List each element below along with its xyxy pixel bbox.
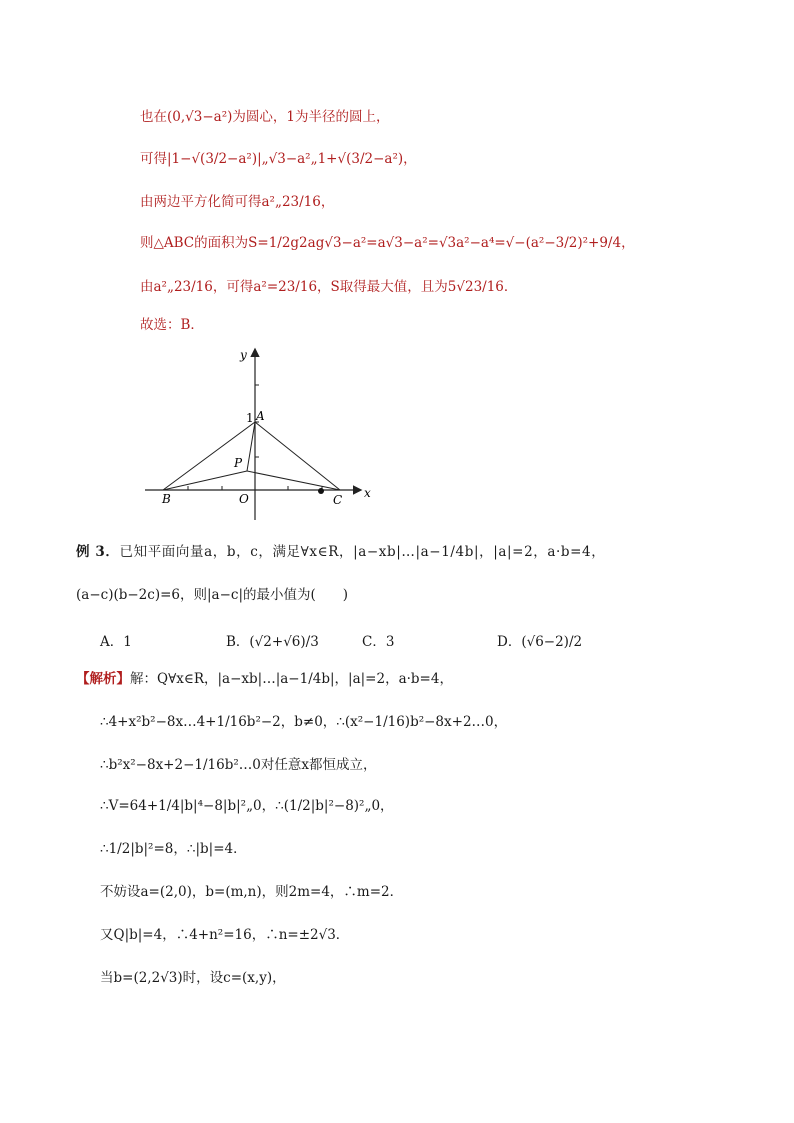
analysis-line-3: ∴b²x²−8x+2−1/16b²…0对任意x都恒成立， [100, 757, 377, 773]
option-b[interactable]: B．(√2+√6)/3 [226, 634, 319, 650]
label-one: 1 [246, 411, 254, 425]
label-a: A [256, 409, 265, 423]
analysis-line-1 [76, 670, 453, 688]
point-dot [318, 488, 324, 494]
solution-line-5: 由a²„23/16，可得a²=23/16，S取得最大值，且为5√23/16． [140, 279, 518, 295]
analysis-line-8: 当b=(2,2√3)时，设c=(x,y)， [100, 970, 286, 986]
label-p: P [234, 456, 243, 470]
analysis-line-4: ∴V=64+1/4|b|⁴−8|b|²„0，∴(1/2|b|²−8)²„0， [100, 798, 394, 814]
example-3-stem-1-text: 已知平面向量a，b，c，满足∀x∈R，|a−xb|…|a−1/4b|，|a|=2，a·b=4， [119, 544, 606, 560]
analysis-line-2: ∴4+x²b²−8x…4+1/16b²−2，b≠0，∴(x²−1/16)b²−8x+2…0， [100, 714, 508, 730]
x-axis-label: x [364, 486, 371, 500]
coordinate-figure [140, 345, 380, 525]
solution-line-4: 则△ABC的面积为S=1/2g2ag√3−a²=a√3−a²=√3a²−a⁴=√−(a²−3/2)²+9/4， [140, 235, 635, 251]
analysis-tag: 【解析】 [76, 671, 130, 687]
example-3-stem-1 [76, 543, 605, 561]
option-d[interactable]: D．(√6−2)/2 [497, 634, 583, 650]
option-c[interactable]: C．3 [362, 634, 395, 650]
example-3-title: 例 3． [76, 544, 120, 560]
analysis-line-6: 不妨设a=(2,0)，b=(m,n)，则2m=4，∴m=2． [100, 884, 404, 900]
solution-line-3: 由两边平方化简可得a²„23/16， [140, 194, 335, 210]
solution-line-6: 故选：B． [140, 317, 204, 333]
label-c: C [333, 493, 343, 507]
segment-pa [247, 422, 255, 471]
solution-line-1: 也在(0,√3−a²)为圆心，1为半径的圆上， [140, 109, 390, 125]
label-b: B [162, 492, 171, 506]
analysis-line-7: 又Q|b|=4，∴4+n²=16，∴n=±2√3． [100, 927, 350, 943]
y-axis-label: y [240, 348, 247, 362]
segment-ac [255, 422, 340, 490]
example-3-stem-2: (a−c)(b−2c)=6，则|a−c|的最小值为( ) [76, 587, 349, 603]
analysis-line-1-text: 解：Q∀x∈R，|a−xb|…|a−1/4b|，|a|=2，a·b=4， [130, 671, 453, 687]
segment-pc [247, 471, 340, 490]
label-o: O [239, 492, 249, 506]
solution-line-2: 可得|1−√(3/2−a²)|„√3−a²„1+√(3/2−a²)， [140, 151, 417, 167]
analysis-line-5: ∴1/2|b|²=8，∴|b|=4． [100, 841, 247, 857]
option-a[interactable]: A．1 [100, 634, 132, 650]
